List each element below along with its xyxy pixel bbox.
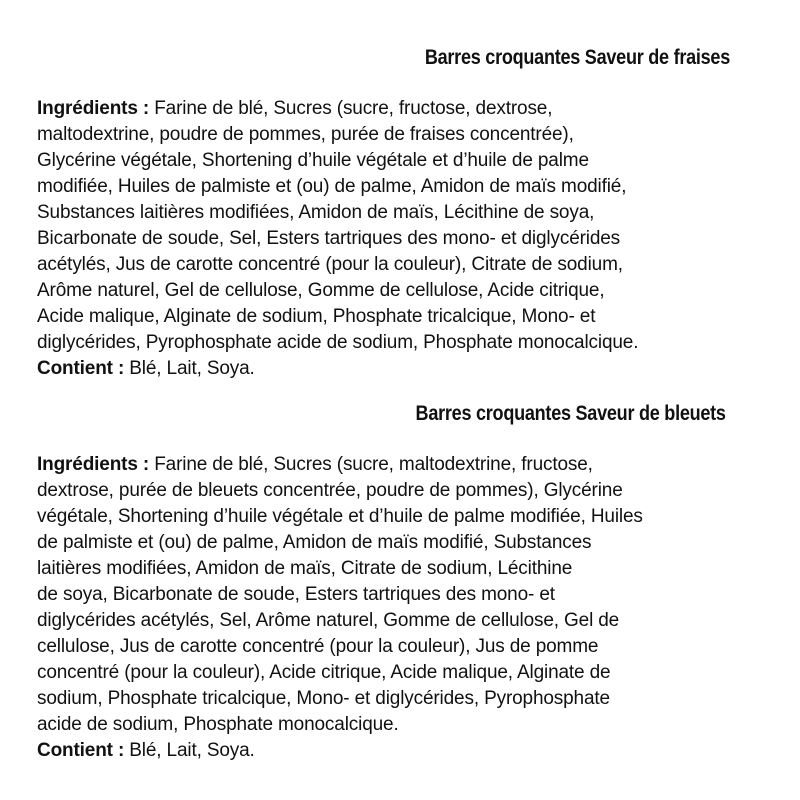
product-section-strawberry: [37, 44, 767, 382]
ingredients-block: [37, 452, 767, 764]
contains-label: Contient :: [37, 358, 125, 379]
contains-text: Blé, Lait, Soya.: [124, 740, 255, 761]
ingredients-line: diglycérides acétylés, Sel, Arôme naturel, Gomme de cellulose, Gel de: [37, 610, 620, 631]
ingredients-line: Substances laitières modifiées, Amidon de maïs, Lécithine de soya,: [37, 202, 595, 223]
ingredients-line: dextrose, purée de bleuets concentrée, poudre de pommes), Glycérine: [37, 480, 623, 501]
ingredients-label: Ingrédients :: [37, 454, 150, 475]
ingredients-line: cellulose, Jus de carotte concentré (pour la couleur), Jus de pomme: [37, 636, 599, 657]
ingredients-line: de soya, Bicarbonate de soude, Esters tartriques des mono- et: [37, 584, 555, 605]
ingredients-line: de palmiste et (ou) de palme, Amidon de maïs modifié, Substances: [37, 532, 592, 553]
ingredients-line: acide de sodium, Phosphate monocalcique.: [37, 714, 399, 735]
ingredients-line: Glycérine végétale, Shortening d’huile végétale et d’huile de palme: [37, 150, 589, 171]
ingredients-line: acétylés, Jus de carotte concentré (pour la couleur), Citrate de sodium,: [37, 254, 623, 275]
ingredients-block: [37, 96, 767, 382]
product-title: Barres croquantes Saveur de fraises: [424, 46, 731, 69]
contains-line: [37, 356, 767, 382]
ingredients-label: Ingrédients :: [37, 98, 150, 119]
ingredients-text: Farine de blé, Sucres (sucre, fructose, dextrose,: [149, 98, 553, 119]
ingredients-text: Farine de blé, Sucres (sucre, maltodextrine, fructose,: [149, 454, 593, 475]
ingredients-line: [37, 452, 767, 478]
product-section-blueberry: [37, 400, 767, 764]
ingredients-line: [37, 96, 767, 122]
ingredients-line: laitières modifiées, Amidon de maïs, Citrate de sodium, Lécithine: [37, 558, 573, 579]
product-title: Barres croquantes Saveur de bleuets: [415, 402, 726, 425]
ingredients-line: végétale, Shortening d’huile végétale et d’huile de palme modifiée, Huiles: [37, 506, 643, 527]
ingredients-line: diglycérides, Pyrophosphate acide de sodium, Phosphate monocalcique.: [37, 332, 639, 353]
ingredients-line: Acide malique, Alginate de sodium, Phosphate tricalcique, Mono- et: [37, 306, 596, 327]
contains-text: Blé, Lait, Soya.: [124, 358, 255, 379]
ingredients-line: modifiée, Huiles de palmiste et (ou) de palme, Amidon de maïs modifié,: [37, 176, 627, 197]
ingredients-line: concentré (pour la couleur), Acide citrique, Acide malique, Alginate de: [37, 662, 611, 683]
ingredients-line: Bicarbonate de soude, Sel, Esters tartriques des mono- et diglycérides: [37, 228, 621, 249]
contains-label: Contient :: [37, 740, 125, 761]
ingredients-line: Arôme naturel, Gel de cellulose, Gomme de cellulose, Acide citrique,: [37, 280, 605, 301]
contains-line: [37, 738, 767, 764]
ingredients-line: maltodextrine, poudre de pommes, purée de fraises concentrée),: [37, 124, 574, 145]
ingredients-line: sodium, Phosphate tricalcique, Mono- et diglycérides, Pyrophosphate: [37, 688, 610, 709]
